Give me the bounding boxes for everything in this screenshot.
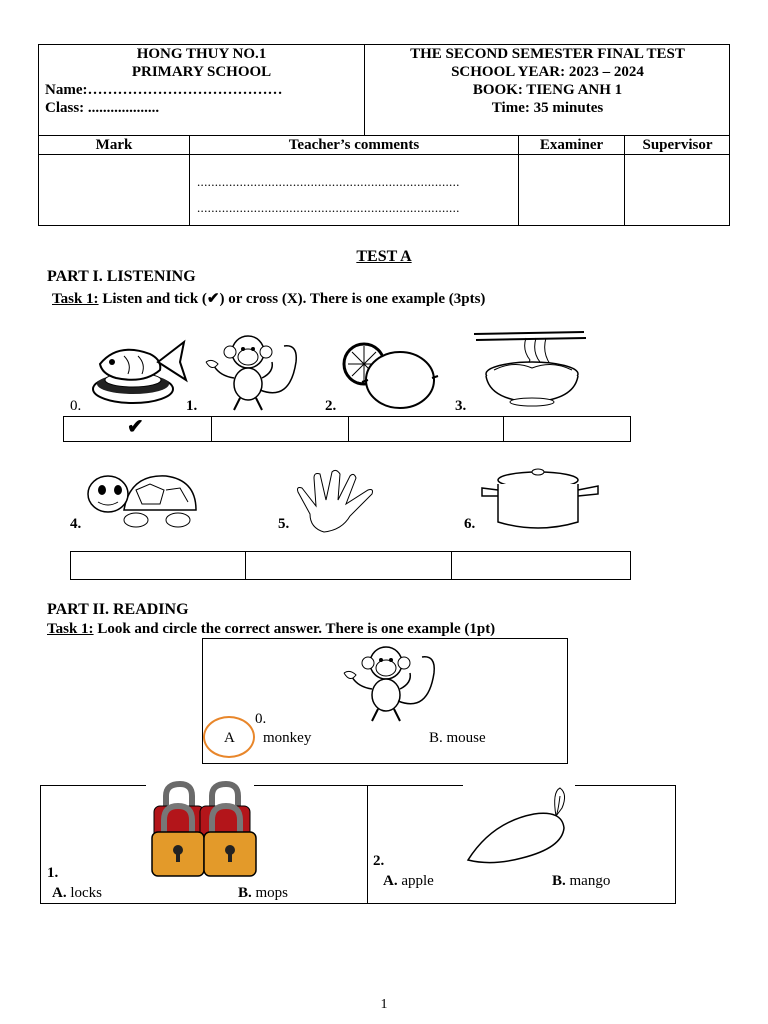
school-name-line2: PRIMARY SCHOOL	[131, 64, 272, 80]
part1-task1-instruction	[52, 289, 485, 308]
q2-option-b-text: mango	[565, 873, 611, 889]
answer-box-2[interactable]	[349, 417, 502, 441]
school-name-line1: HONG THUY NO.1	[136, 46, 267, 62]
monkey-picture	[200, 332, 308, 414]
part1-title: PART I. LISTENING	[47, 268, 196, 285]
test-title-line1: THE SECOND SEMESTER FINAL TEST	[410, 46, 685, 62]
hand-picture	[294, 470, 390, 534]
student-class-field[interactable]: Class: ...................	[45, 100, 160, 116]
grade-header-line	[38, 154, 730, 155]
noodles-picture	[474, 330, 604, 408]
test-title-line3: BOOK: TIENG ANH 1	[472, 82, 623, 98]
item-2-number: 2.	[325, 398, 337, 414]
fish-on-plate-picture	[88, 334, 188, 410]
student-name-field[interactable]: Name:…………………………………	[45, 82, 283, 98]
answer-box-5[interactable]	[246, 552, 450, 579]
item-4-number: 4.	[70, 516, 82, 532]
item-1-number: 1.	[186, 398, 198, 414]
q1-option-b-text: mops	[251, 885, 289, 901]
part2-task-label: Task 1:	[47, 621, 94, 637]
question-1-number: 1.	[47, 865, 59, 881]
part2-title: PART II. READING	[47, 601, 189, 618]
q2-option-b-letter: B.	[552, 873, 566, 889]
example-option-a-text[interactable]: monkey	[263, 730, 312, 746]
col-comments: Teacher’s comments	[288, 137, 420, 153]
test-title: TEST A	[356, 248, 412, 265]
comment-line-2[interactable]: ..........................................................................	[197, 200, 460, 215]
part2-task-text: Look and circle the correct answer. There is one example (1pt)	[93, 621, 496, 637]
answer-box-6[interactable]	[452, 552, 630, 579]
q1-option-b-letter: B.	[238, 885, 252, 901]
item-6-number: 6.	[464, 516, 476, 532]
example-option-a-letter[interactable]: A	[224, 730, 235, 746]
col-supervisor: Supervisor	[642, 137, 713, 153]
locks-picture	[150, 780, 262, 882]
example-monkey-picture	[338, 642, 446, 726]
question-2-number: 2.	[373, 853, 385, 869]
item-5-number: 5.	[278, 516, 290, 532]
part2-task1-instruction	[47, 621, 495, 638]
q1-option-a-text: locks	[66, 885, 103, 901]
question-1-option-b[interactable]	[238, 885, 288, 902]
pot-picture	[480, 466, 602, 532]
part1-task-label: Task 1:	[52, 291, 99, 307]
answer-box-3[interactable]	[504, 417, 630, 441]
example-tick-mark: ✔	[127, 416, 144, 438]
q1-option-a-letter: A.	[52, 885, 67, 901]
comment-line-1[interactable]: ..........................................................................	[197, 174, 460, 189]
example-number: 0.	[255, 711, 267, 727]
item-0-number: 0.	[70, 398, 82, 414]
question-2-option-b[interactable]	[552, 873, 610, 890]
question-2-option-a[interactable]	[383, 873, 434, 890]
lemon-picture	[342, 338, 442, 412]
part1-task-text: Listen and tick (✔) or cross (X). There is one example (3pts)	[98, 291, 486, 307]
answer-box-1[interactable]	[212, 417, 347, 441]
q2-option-a-letter: A.	[383, 873, 398, 889]
test-title-line2: SCHOOL YEAR: 2023 – 2024	[451, 64, 644, 80]
question-1-option-a[interactable]	[52, 885, 102, 902]
item-3-number: 3.	[455, 398, 467, 414]
test-title-line4: Time: 35 minutes	[491, 100, 604, 116]
answer-box-4[interactable]	[71, 552, 244, 579]
mango-picture	[462, 786, 574, 868]
turtle-picture	[84, 470, 202, 532]
col-examiner: Examiner	[539, 137, 604, 153]
q2-option-a-text: apple	[397, 873, 434, 889]
page-number: 1	[380, 997, 388, 1012]
example-option-b[interactable]: B. mouse	[429, 730, 486, 746]
col-mark: Mark	[95, 137, 133, 153]
